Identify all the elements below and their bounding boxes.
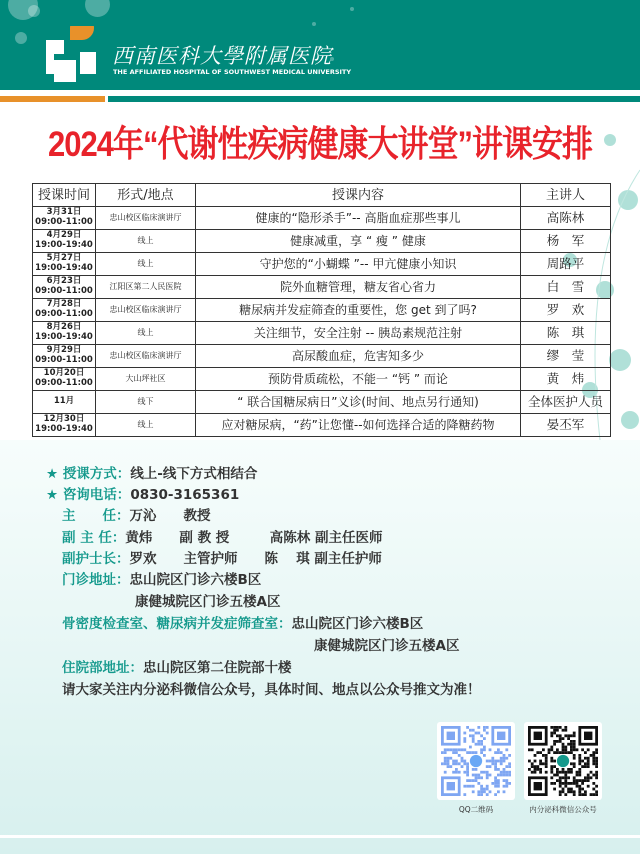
cell-time: 12月30日 19:00-19:40 (33, 414, 96, 437)
cell-topic: 院外血糖管理，糖友省心省力 (196, 276, 521, 299)
column-header: 形式/地点 (96, 184, 196, 207)
hospital-name: 西南医科大學附属医院 (112, 44, 332, 68)
cell-place: 忠山校区临床演讲厅 (96, 345, 196, 368)
cell-topic: “ 联合国糖尿病日”义诊(时间、地点另行通知) (196, 391, 521, 414)
cell-speaker: 罗 欢 (521, 299, 611, 322)
cell-topic: 高尿酸血症，危害知多少 (196, 345, 521, 368)
cell-speaker: 黄 炜 (521, 368, 611, 391)
header-divider (0, 96, 640, 104)
cell-time: 4月29日 19:00-19:40 (33, 230, 96, 253)
hospital-logo (42, 26, 102, 86)
cell-time: 5月27日 19:00-19:40 (33, 253, 96, 276)
info-director: 主 任：万沁 教授 (62, 508, 211, 524)
cell-time: 11月 (33, 391, 96, 414)
star-icon: ★ (46, 466, 63, 482)
cell-topic: 糖尿病并发症筛查的重要性，您 get 到了吗? (196, 299, 521, 322)
cell-place: 线下 (96, 391, 196, 414)
info-clinic: 门诊地址：忠山院区门诊六楼B区 (62, 572, 262, 588)
info-notice: 请大家关注内分泌科微信公众号，具体时间、地点以公众号推文为准！ (62, 682, 481, 698)
hospital-name-en: THE AFFILIATED HOSPITAL OF SOUTHWEST MEDICAL UNIVERSITY (113, 68, 352, 76)
table-row (33, 207, 611, 230)
info-deputy: 副 主 任：黄炜 副 教 授 高陈林 副主任医师 (62, 530, 383, 546)
table-row (33, 299, 611, 322)
cell-speaker: 陈 琪 (521, 322, 611, 345)
table-row (33, 276, 611, 299)
cell-place: 线上 (96, 253, 196, 276)
info-phone: ★ 咨询电话：0830-3165361 (46, 487, 240, 503)
column-header: 主讲人 (521, 184, 611, 207)
cell-speaker: 晏丕军 (521, 414, 611, 437)
cell-time: 6月23日 09:00-11:00 (33, 276, 96, 299)
qq-qr-code (437, 722, 515, 800)
page-title: 2024年“代谢性疾病健康大讲堂”讲课安排 (48, 123, 592, 165)
schedule-table (32, 183, 611, 437)
table-row (33, 345, 611, 368)
bottom-divider (0, 835, 640, 838)
cell-topic: 应对糖尿病，“药”让您懂--如何选择合适的降糖药物 (196, 414, 521, 437)
wechat-qr-code (524, 722, 602, 800)
cell-topic: 健康的“隐形杀手”-- 高脂血症那些事儿 (196, 207, 521, 230)
cell-topic: 健康减重，享 “ 瘦 ” 健康 (196, 230, 521, 253)
table-row (33, 253, 611, 276)
info-mode: ★ 授课方式：线上-线下方式相结合 (46, 466, 258, 482)
cell-time: 10月20日 09:00-11:00 (33, 368, 96, 391)
cell-time: 9月29日 09:00-11:00 (33, 345, 96, 368)
info-room: 骨密度检查室、糖尿病并发症筛查室：忠山院区门诊六楼B区 (62, 616, 424, 632)
column-header: 授课内容 (196, 184, 521, 207)
cell-place: 线上 (96, 414, 196, 437)
cell-place: 大山坪社区 (96, 368, 196, 391)
table-row (33, 391, 611, 414)
cell-time: 8月26日 19:00-19:40 (33, 322, 96, 345)
table-row (33, 322, 611, 345)
cell-speaker: 全体医护人员 (521, 391, 611, 414)
table-row (33, 414, 611, 437)
table-row (33, 368, 611, 391)
cell-time: 7月28日 09:00-11:00 (33, 299, 96, 322)
cell-time: 3月31日 09:00-11:00 (33, 207, 96, 230)
info-nurse: 副护士长：罗欢 主管护师 陈 琪 副主任护师 (62, 551, 382, 567)
star-icon: ★ (46, 487, 63, 503)
cell-place: 线上 (96, 322, 196, 345)
cell-speaker: 杨 军 (521, 230, 611, 253)
header-banner (0, 0, 640, 90)
wechat-qr-caption: 内分泌科微信公众号 (529, 805, 597, 814)
cell-speaker: 高陈林 (521, 207, 611, 230)
info-room-2: 康健城院区门诊五楼A区 (314, 638, 460, 654)
cell-speaker: 周路平 (521, 253, 611, 276)
cell-place: 忠山校区临床演讲厅 (96, 207, 196, 230)
qq-qr-caption: QQ二维码 (458, 805, 494, 814)
cell-speaker: 缪 莹 (521, 345, 611, 368)
cell-topic: 关注细节，安全注射 -- 胰岛素规范注射 (196, 322, 521, 345)
info-ward: 住院部地址：忠山院区第二住院部十楼 (62, 660, 292, 676)
cell-speaker: 白 雪 (521, 276, 611, 299)
table-row (33, 230, 611, 253)
cell-place: 江阳区第二人民医院 (96, 276, 196, 299)
column-header: 授课时间 (33, 184, 96, 207)
cell-place: 线上 (96, 230, 196, 253)
cell-topic: 守护您的“小蝴蝶 ”-- 甲亢健康小知识 (196, 253, 521, 276)
info-clinic-2: 康健城院区门诊五楼A区 (135, 594, 281, 610)
cell-topic: 预防骨质疏松，不能一 “钙 ” 而论 (196, 368, 521, 391)
cell-place: 忠山校区临床演讲厅 (96, 299, 196, 322)
